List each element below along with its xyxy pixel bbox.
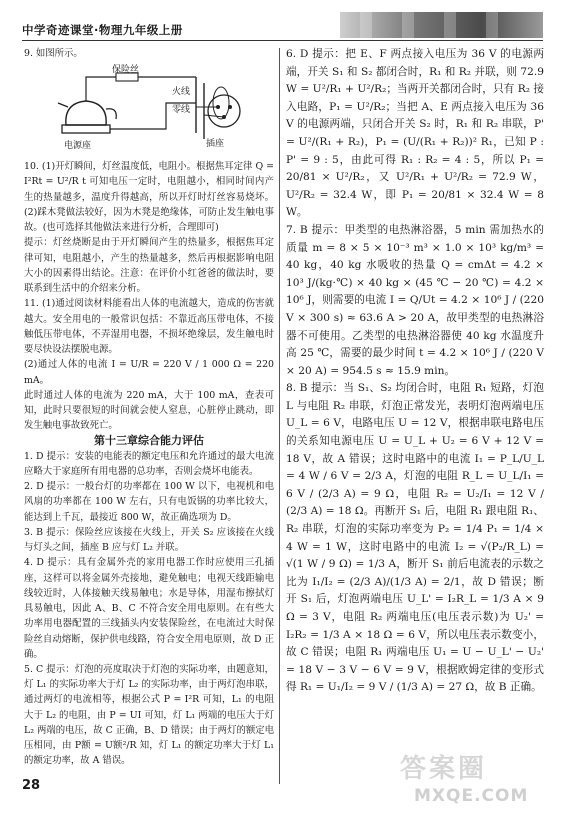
socket-label: 插座: [206, 139, 225, 150]
answer-ch13-2: 2. D 提示：一般台灯的功率都在 100 W 以下，电视机和电风扇的功率都在 100 W 左右，只有电饭锅的功率比较大，能达到上千瓦，最接近 800 W，故正确选项为 D。: [24, 481, 274, 523]
section-title: 第十三章综合能力评估: [94, 434, 204, 448]
header-banner-image: [340, 12, 543, 38]
watermark-text: 答案圈: [400, 754, 488, 784]
header-rule: [22, 40, 543, 41]
watermark-logo: [400, 746, 550, 812]
answer-10: 10. (1)开灯瞬间，灯丝温度低，电阻小。根据焦耳定律 Q = I²Rt = U²/R t 可知电压一定时，电阻越小，相同时间内产生的热量越多，温度升得越高，所以开灯时灯丝容易烧坏。(2)踩木凳做法较好，因为木凳是绝缘体，可防止发生触电事故。(也可选择其他做法来进行分析，合理即可): [24, 161, 274, 234]
answer-11-part-1: 11. (1)通过阅读材料能看出人体的电流越大，造成的伤害就越大。安全用电的一般常识包括：不靠近高压带电体，不接触低压带电体，不弄湿用电器，不损坏绝缘层，发生触电时要尽快设法摆脱电源。: [24, 298, 274, 356]
page-number: 28: [22, 778, 41, 793]
kettle-base-label: 电源座: [64, 141, 92, 152]
answer-11-conclusion: 此时通过人体的电流为 220 mA，大于 100 mA，查表可知，此时只要很短的时间就会使人窒息，心脏停止跳动，即发生触电事故致死亡。: [24, 389, 274, 432]
neutral-wire-label: 零线: [172, 105, 191, 116]
fuse-label: 保险丝: [112, 65, 140, 76]
header-title: 中学奇迹课堂·物理九年级上册: [22, 23, 183, 37]
watermark-url: MXQE.COM: [414, 786, 529, 806]
answer-ch13-7: 7. B 提示：甲类型的电热淋浴器，5 min 需加热水的质量 m = 8 × 5 × 10⁻³ m³ × 1.0 × 10³ kg/m³ = 40 kg，40 kg 水吸收的热量 Q = cmΔt = 4.2 × 10³ J/(kg·℃) × 40 kg × (45 ℃ − 20 ℃) = 4.2 × 10⁶ J，则需要的电流 I = Q/Ut = 4.2 × 10⁶ J / (220 V × 300 s) ≈ 63.6 A > 20 A，故甲类型的电热淋浴器不可使用。乙类型的电热淋浴器使 40 kg 水温度升高 25 ℃，需要的最少时间 t = 4.2 × 10⁶ J / (220 V × 20 A) = 954.5 s ≈ 15.9 min。: [286, 223, 544, 377]
answer-ch13-8: 8. B 提示：当 S₁、S₂ 均闭合时，电阻 R₁ 短路，灯泡 L 与电阻 R₂ 串联，灯泡正常发光，表明灯泡两端电压 U_L = 6 V，电路电压 U = 12 V，根据串联电路电压的关系知电源电压 U = U_L + U₂ = 6 V + 12 V = 18 V，故 A 错误；这时电路中的电流 I₁ = P_L/U_L = 4 W / 6 V = 2/3 A，灯泡的电阻 R_L = U_L/I₁ = 6 V / (2/3 A) = 9 Ω，电阻 R₂ = U₂/I₁ = 12 V / (2/3 A) = 18 Ω。再断开 S₁ 后，电阻 R₁ 跟电阻 R₁、R₂ 串联，灯泡的实际功率变为 P₂ = 1/4 P₁ = 1/4 × 4 W = 1 W，这时电路中的电流 I₂ = √(P₂/R_L) = √(1 W / 9 Ω) = 1/3 A，断开 S₁ 前后电流表的示数之比为 I₁/I₂ = (2/3 A)/(1/3 A) = 2/1，故 D 错误；断开 S₁ 后，灯泡两端电压 U_L' = I₂R_L = 1/3 A × 9 Ω = 3 V，电阻 R₂ 两端电压(电压表示数)为 U₂' = I₂R₂ = 1/3 A × 18 Ω = 6 V，所以电压表示数变小，故 C 错误；电阻 R₁ 两端电压 U₁ = U − U_L' − U₂' = 18 V − 3 V − 6 V = 9 V，根据欧姆定律的变形式得 R₁ = U₁/I₂ = 9 V / (1/3 A) = 27 Ω，故 B 正确。: [286, 382, 544, 694]
page-header: [22, 10, 543, 46]
answer-11-part-2: (2)通过人体的电流 I = U/R = 220 V / 1 000 Ω = 220 mA。: [24, 359, 274, 386]
live-wire-label: 火线: [172, 87, 191, 98]
answer-ch13-4: 4. D 提示：具有金属外壳的家用电器工作时应使用三孔插座，这样可以将金属外壳接地，避免触电；电视天线距输电线较近时，人体接触天线易触电；水是导体，用湿布擦拭灯具易触电，因此 A、B、C 不符合安全用电原则。在有些大功率用电器配置的三线插头内安装保险丝，在电流过大时保险丝自动熔断，保护供电线路，符合安全用电原则，故 D 正确。: [24, 557, 274, 660]
answer-ch13-5: 5. C 提示：灯泡的亮度取决于灯泡的实际功率，由题意知，灯 L₁ 的实际功率大于灯 L₂ 的实际功率，由于两灯泡串联，通过两灯的电流相等，根据公式 P = I²R 可知，L₁ 的电阻大于 L₂ 的电阻，由 P = UI 可知，灯 L₁ 两端的电压大于灯 L₂ 两端的电压，故 C 正确，B、D 错误；由于两灯的额定电压相同，由 P额 = U额²/R 知，灯 L₁ 的额定功率大于灯 L₁ 的额定功率，故 A 错误。: [24, 663, 274, 767]
answer-ch13-3: 3. B 提示：保险丝应该接在火线上，开关 S₂ 应该接在火线与灯头之间，插座 B 应与灯 L₂ 并联。: [24, 526, 274, 554]
circuit-diagram: [46, 63, 246, 155]
answer-ch13-6: 6. D 提示：把 E、F 两点接入电压为 36 V 的电源两端，开关 S₁ 和 S₂ 都闭合时，R₁ 和 R₂ 并联，则 72.9 W = U²/R₁ + U²/R₂；当两开关都闭合时，只有 R₂ 接入电路，P₁ = U²/R₂；当把 A、E 两点接入电压为 36 V 的电源两端，只闭合开关 S₂ 时，R₁ 和 R₂ 串联，P' = U²/(R₁ + R₂)，P₁ = (U/(R₁ + R₂))² R₁，已知 P : P' = 9 : 5，由此可得 R₁ : R₂ = 4 : 5，所以 P₁ = 20/81 × U²/R₂，又 U²/R₁ + U²/R₂ = 72.9 W，U²/R₂ = 32.4 W，即 P₁ = 20/81 × 32.4 W = 8 W。: [286, 48, 544, 219]
answer-9: 9. 如图所示。: [24, 48, 83, 59]
answer-10-hint: 提示：灯丝烧断是由于开灯瞬间产生的热量多，根据焦耳定律可知，电阻越小，产生的热量越多，然后再根据影响电阻大小的因素得出结论。注意：在评价小红爸爸的做法时，要联系到生活中的介绍来分析。: [24, 237, 274, 295]
left-column: [24, 46, 274, 769]
column-divider: [279, 48, 280, 784]
answer-ch13-1: 1. D 提示：安装的电能表的额定电压和允许通过的最大电流应略大于家庭所有用电器的总功率，否则会烧坏电能表。: [24, 450, 274, 477]
right-column: [286, 46, 544, 697]
